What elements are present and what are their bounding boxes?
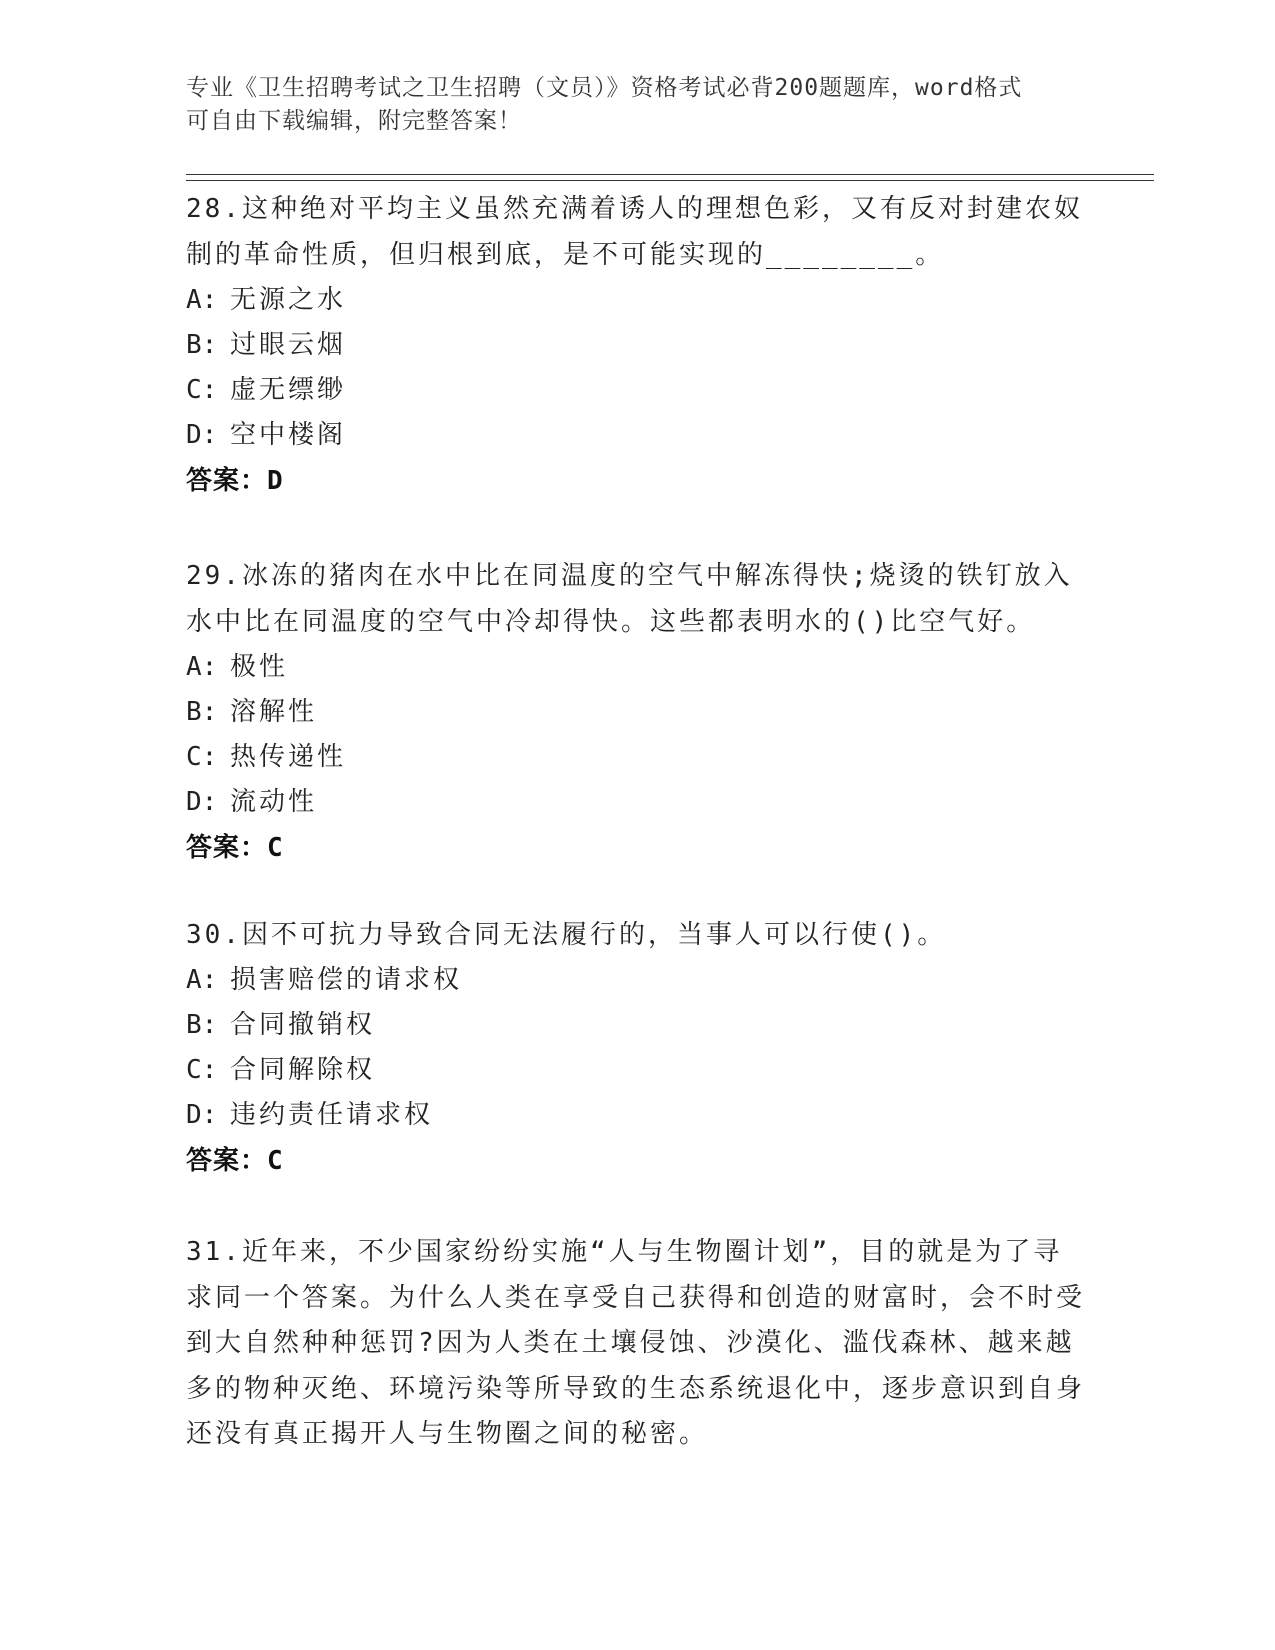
option-letter: D: bbox=[186, 787, 218, 817]
option-text: 违约责任请求权 bbox=[230, 1100, 434, 1130]
question-31 bbox=[186, 1230, 1086, 1458]
option-c bbox=[186, 1048, 1086, 1093]
option-text: 损害赔偿的请求权 bbox=[230, 965, 463, 995]
option-text: 合同撤销权 bbox=[230, 1010, 376, 1040]
option-letter: C: bbox=[186, 742, 218, 772]
option-text: 热传递性 bbox=[230, 742, 347, 772]
option-text: 过眼云烟 bbox=[230, 330, 347, 360]
option-d bbox=[186, 413, 1086, 458]
question-stem: 29.冰冻的猪肉在水中比在同温度的空气中解冻得快;烧烫的铁钉放入水中比在同温度的空气中冷却得快。这些都表明水的()比空气好。 bbox=[186, 561, 1073, 637]
document-header bbox=[186, 72, 1066, 138]
option-list bbox=[186, 958, 1086, 1138]
option-text: 虚无缥缈 bbox=[230, 375, 347, 405]
option-list bbox=[186, 278, 1086, 458]
answer-key: 答案：D bbox=[186, 466, 284, 496]
option-letter: B: bbox=[186, 330, 218, 360]
header-line-1: 专业《卫生招聘考试之卫生招聘（文员）》资格考试必背200题题库，word格式 bbox=[186, 75, 1023, 101]
option-d bbox=[186, 780, 1086, 825]
header-line-2: 可自由下载编辑，附完整答案！ bbox=[186, 108, 522, 134]
question-29 bbox=[186, 553, 1086, 871]
answer-key: 答案：C bbox=[186, 833, 284, 863]
option-list bbox=[186, 645, 1086, 825]
option-letter: B: bbox=[186, 1010, 218, 1040]
option-b bbox=[186, 690, 1086, 735]
question-28 bbox=[186, 186, 1086, 504]
option-text: 极性 bbox=[230, 652, 289, 682]
option-text: 溶解性 bbox=[230, 697, 318, 727]
option-letter: A: bbox=[186, 652, 218, 682]
option-letter: C: bbox=[186, 1055, 218, 1085]
header-divider-top bbox=[186, 174, 1154, 175]
option-text: 空中楼阁 bbox=[230, 420, 347, 450]
option-letter: A: bbox=[186, 965, 218, 995]
option-text: 合同解除权 bbox=[230, 1055, 376, 1085]
question-stem: 31.近年来，不少国家纷纷实施“人与生物圈计划”，目的就是为了寻求同一个答案。为什么人类在享受自己获得和创造的财富时，会不时受到大自然种种惩罚?因为人类在土壤侵蚀、沙漠化、滥伐森林、越来越多的物种灭绝、环境污染等所导致的生态系统退化中，逐步意识到自身还没有真正揭开人与生物圈之间的秘密。 bbox=[186, 1237, 1086, 1449]
question-30 bbox=[186, 912, 1086, 1184]
option-letter: B: bbox=[186, 697, 218, 727]
option-letter: A: bbox=[186, 285, 218, 315]
option-letter: C: bbox=[186, 375, 218, 405]
option-b bbox=[186, 323, 1086, 368]
option-d bbox=[186, 1093, 1086, 1138]
option-letter: D: bbox=[186, 420, 218, 450]
option-b bbox=[186, 1003, 1086, 1048]
option-c bbox=[186, 368, 1086, 413]
question-stem: 30.因不可抗力导致合同无法履行的，当事人可以行使()。 bbox=[186, 920, 947, 950]
option-a bbox=[186, 958, 1086, 1003]
option-c bbox=[186, 735, 1086, 780]
option-letter: D: bbox=[186, 1100, 218, 1130]
option-a bbox=[186, 278, 1086, 323]
answer-key: 答案：C bbox=[186, 1146, 284, 1176]
question-stem: 28.这种绝对平均主义虽然充满着诱人的理想色彩，又有反对封建农奴制的革命性质，但归根到底，是不可能实现的________。 bbox=[186, 194, 1083, 270]
option-text: 无源之水 bbox=[230, 285, 347, 315]
header-divider-bottom bbox=[186, 180, 1154, 181]
option-a bbox=[186, 645, 1086, 690]
option-text: 流动性 bbox=[230, 787, 318, 817]
